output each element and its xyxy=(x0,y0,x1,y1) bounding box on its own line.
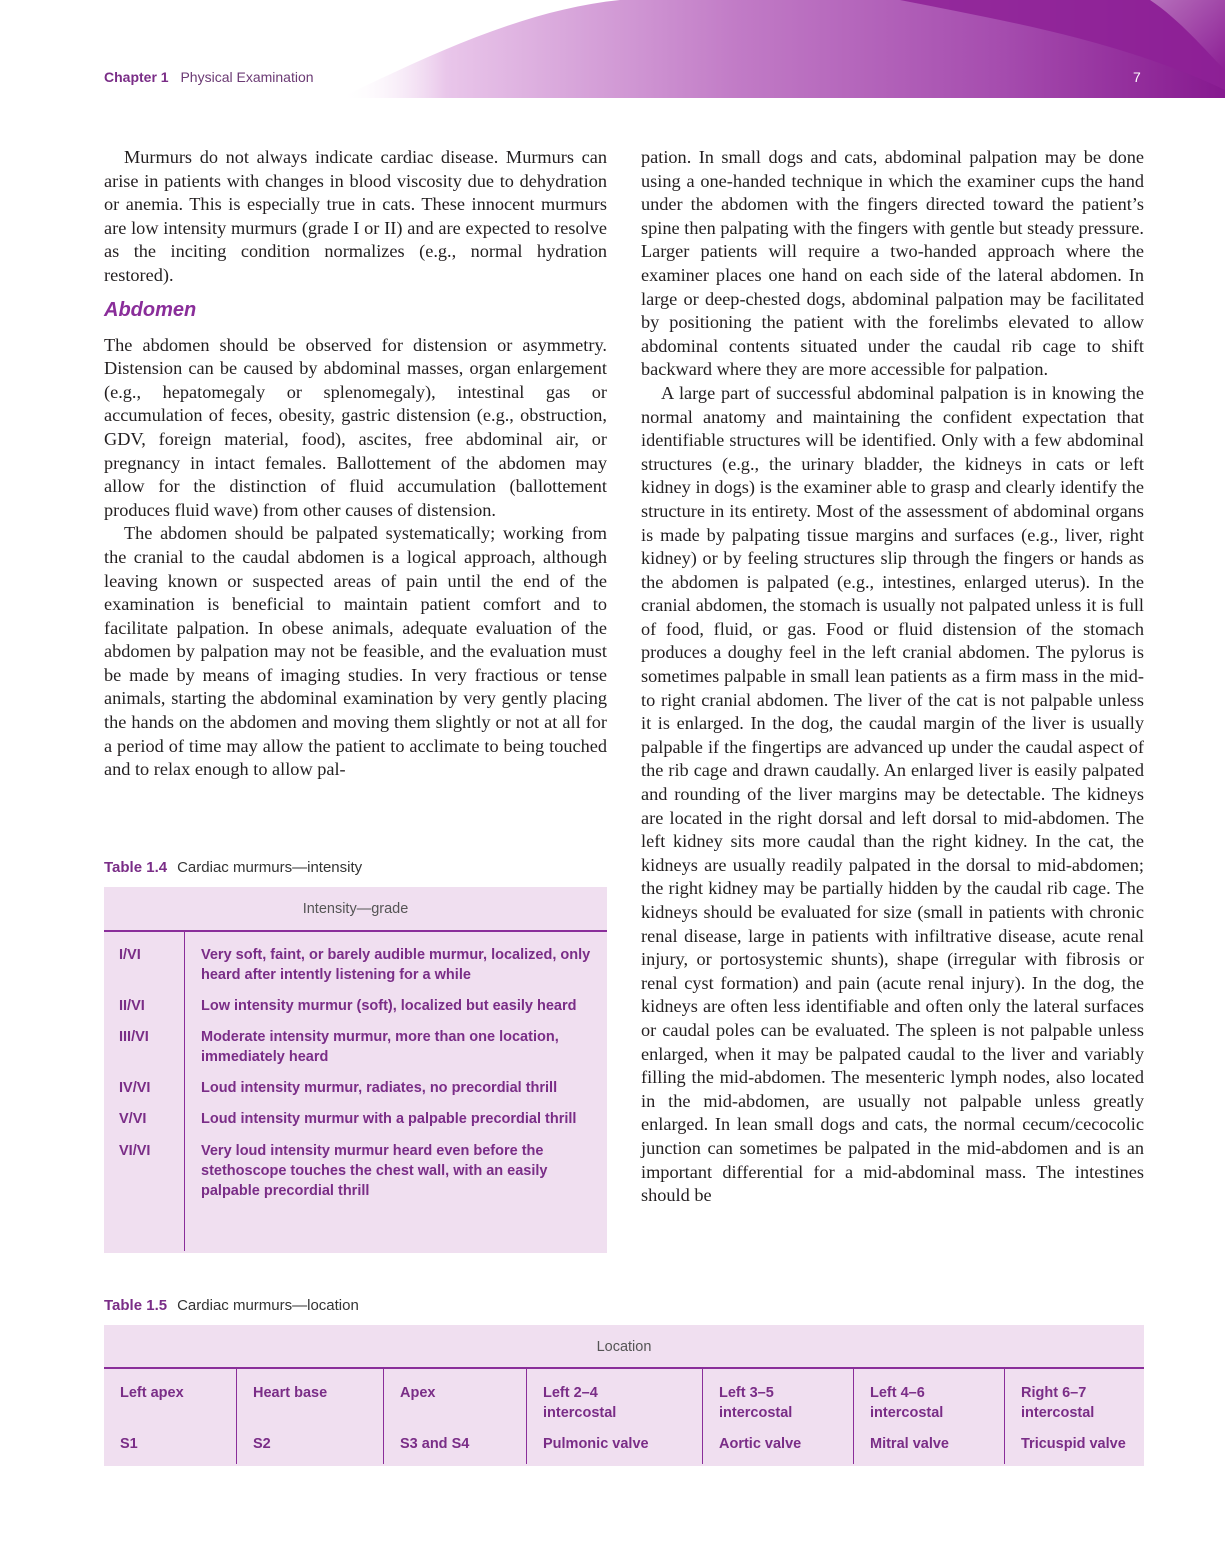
sound-cell: S1 xyxy=(120,1436,138,1452)
table-1-4-header: Intensity—grade xyxy=(104,887,607,932)
table-1-5-caption xyxy=(104,1297,359,1314)
grade-cell: V/VI xyxy=(119,1111,147,1127)
location-column xyxy=(1005,1369,1144,1464)
grade-cell: IV/VI xyxy=(119,1080,151,1096)
description-cell: Low intensity murmur (soft), localized but easily heard xyxy=(201,998,577,1014)
sound-cell: S3 and S4 xyxy=(400,1436,470,1452)
page-number: 7 xyxy=(1133,69,1141,85)
table-row xyxy=(104,1016,607,1067)
location-cell: Right 6–7 intercostal xyxy=(1021,1385,1095,1421)
running-head xyxy=(104,69,314,85)
table-murmur-location xyxy=(104,1325,1144,1466)
table-1-5-title: Cardiac murmurs—location xyxy=(177,1297,359,1314)
right-column xyxy=(641,146,1144,1208)
table-row xyxy=(104,1067,607,1098)
left-column xyxy=(104,146,607,782)
valve-cell: Mitral valve xyxy=(870,1436,949,1452)
location-cell: Left 2–4 intercostal xyxy=(543,1385,617,1421)
location-cell: Left apex xyxy=(120,1385,184,1401)
column-divider xyxy=(184,932,185,1251)
table-1-4-body xyxy=(104,932,607,1201)
table-1-5-label: Table 1.5 xyxy=(104,1297,168,1314)
paragraph-abdominal-anatomy: A large part of successful abdominal palpation is in knowing the normal anatomy and maintaining the confident expectation that identifiable structures will be identified. Only with a few abdominal structures (e.g., the urinary bladder, the kidneys in cats or left kidney in dogs) is the examiner able to grasp and clearly identify the structure in its entirety. Most of the assessment of abdominal organs is made by palpating tissue margins and surfaces (e.g., liver, right kidney) or by feeling structures slip through the fingers or hands as the abdomen is palpated (e.g., intestines, enlarged uterus). In the cranial abdomen, the stomach is usually not palpated unless it is full of food, fluid, or gas. Food or fluid distension of the stomach produces a doughy feel in the left cranial abdomen. The pylorus is sometimes palpable in small lean patients as a firm mass in the mid- to right cranial abdomen. The liver of the cat is not palpable unless it is enlarged. In the dog, the caudal margin of the liver is usually palpable if the fingertips are advanced up under the caudal aspect of the rib cage and drawn caudally. An enlarged liver is easily palpated and rounding of the liver margins may be detectable. The kidneys are located in the right dorsal and left dorsal to mid-abdomen. The left kidney sits more caudal than the right kidney. In the cat, the kidneys are usually readily palpated in the dorsal to mid-abdomen; the right kidney may be partially hidden by the caudal rib cage. The kidneys should be evaluated for size (small in patients with chronic renal disease, large in patients with infiltrative disease, acute renal injury, or portosystemic shunts), shape (irregular with fibrosis or renal cyst formation) and pain (acute renal injury). In the dog, the kidneys are often less identifiable and often only the lateral surfaces or caudal poles can be evaluated. The spleen is not palpable unless enlarged, when it may be palpated caudal to the liver and variably filling the mid-abdomen. The mesenteric lymph nodes, also located in the mid-abdomen, are usually not palpable unless greatly enlarged. In lean small dogs and cats, the normal cecum/cecocolic junction can sometimes be palpated in the mid-abdomen and is an important differential for a mid-abdominal mass. The intestines should be xyxy=(641,382,1144,1206)
table-row xyxy=(104,985,607,1016)
location-cell: Left 4–6 intercostal xyxy=(870,1385,944,1421)
location-column xyxy=(703,1369,854,1464)
description-cell: Very soft, faint, or barely audible murmur, localized, only heard after intently listening for a while xyxy=(201,947,591,983)
valve-cell: Aortic valve xyxy=(719,1436,802,1452)
table-row xyxy=(104,1129,607,1201)
table-1-4-title: Cardiac murmurs—intensity xyxy=(177,859,363,876)
table-1-5-body xyxy=(104,1369,1144,1464)
sound-cell: S2 xyxy=(253,1436,271,1452)
description-cell: Very loud intensity murmur heard even before the stethoscope touches the chest wall, with an easily palpable precordial thrill xyxy=(201,1143,548,1199)
description-cell: Loud intensity murmur with a palpable precordial thrill xyxy=(201,1111,577,1127)
table-1-4-label: Table 1.4 xyxy=(104,859,168,876)
location-column xyxy=(237,1369,384,1464)
location-column xyxy=(854,1369,1005,1464)
table-1-4-caption xyxy=(104,859,362,876)
location-cell: Apex xyxy=(400,1385,436,1401)
paragraph-abdomen-palpation: The abdomen should be palpated systematically; working from the cranial to the caudal abdomen is a logical approach, although leaving known or suspected areas of pain until the end of the examination is beneficial to maintain patient comfort and to facilitate palpation. In obese animals, adequate evaluation of the abdomen by palpation may not be feasible, and the evaluation must be made by means of imaging studies. In very fractious or tense animals, starting the abdominal examination by very gently placing the hands on the abdomen and moving them slightly or not at all for a period of time may allow the patient to acclimate to being touched and to relax enough to allow pal- xyxy=(104,523,607,780)
chapter-title: Physical Examination xyxy=(180,69,314,85)
location-column xyxy=(384,1369,527,1464)
paragraph-palpation-technique: pation. In small dogs and cats, abdominal palpation may be done using a one-handed technique in which the examiner cups the hand under the abdomen with the fingers directed toward the patient’s spine then palpating with the fingers with gentle but steady pressure. Larger patients will require a two-handed approach where the examiner places one hand on each side of the lateral abdomen. In large or deep-chested dogs, abdominal palpation may be facilitated by positioning the patient with the forelimbs elevated to allow abdominal contents situated under the caudal rib cage to shift backward where they are more accessible for palpation. xyxy=(641,147,1144,380)
location-cell: Left 3–5 intercostal xyxy=(719,1385,793,1421)
location-column xyxy=(104,1369,237,1464)
section-heading-abdomen: Abdomen xyxy=(104,298,197,321)
description-cell: Loud intensity murmur, radiates, no precordial thrill xyxy=(201,1080,558,1096)
location-column xyxy=(527,1369,703,1464)
paragraph-murmurs: Murmurs do not always indicate cardiac disease. Murmurs can arise in patients with changes in blood viscosity due to dehydration or anemia. This is especially true in cats. These innocent murmurs are low intensity murmurs (grade I or II) and are expected to resolve as the inciting condition normalizes (e.g., normal hydration restored). xyxy=(104,147,607,285)
grade-cell: III/VI xyxy=(119,1029,149,1045)
grade-cell: VI/VI xyxy=(119,1143,151,1159)
description-cell: Moderate intensity murmur, more than one location, immediately heard xyxy=(201,1029,559,1065)
table-row xyxy=(104,1098,607,1129)
grade-cell: II/VI xyxy=(119,998,145,1014)
table-1-5-header: Location xyxy=(104,1325,1144,1369)
table-row xyxy=(104,932,607,985)
valve-cell: Tricuspid valve xyxy=(1021,1436,1126,1452)
valve-cell: Pulmonic valve xyxy=(543,1436,649,1452)
location-cell: Heart base xyxy=(253,1385,328,1401)
grade-cell: I/VI xyxy=(119,947,141,963)
paragraph-abdomen-observation: The abdomen should be observed for distension or asymmetry. Distension can be caused by abdominal masses, organ enlargement (e.g., hepatomegaly or splenomegaly), intestinal gas or accumulation of feces, obesity, gastric distension (e.g., obstruction, GDV, foreign material, food), ascites, free abdominal air, or pregnancy in intact females. Ballottement of the abdomen may allow for the distinction of fluid accumulation (ballottement produces fluid wave) from other causes of distension. xyxy=(104,334,607,520)
chapter-label: Chapter 1 xyxy=(104,69,169,85)
table-murmur-intensity xyxy=(104,887,607,1253)
